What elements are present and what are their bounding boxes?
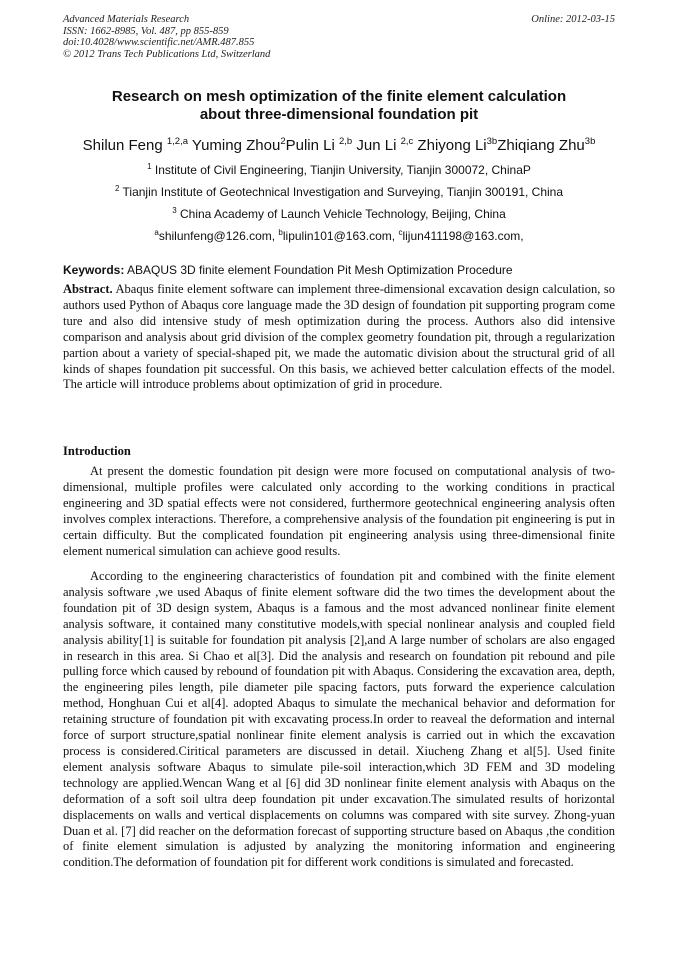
email-link[interactable]: lijun411198@163.com, [402, 229, 524, 243]
abstract-label: Abstract. [63, 282, 113, 296]
email-link[interactable]: lipulin101@163.com, [282, 229, 399, 243]
email-link[interactable]: shilunfeng@126.com, [158, 229, 279, 243]
body-paragraph: According to the engineering characteristics of foundation pit and combined with the finite element analysis software ,we used Abaqus of finite element software did the two times the development about the foundation pit of 3D design system, Abaqus is a famous and the most advanced nonlinear finite element analysis software, it contained many constitutive models,with special nonlinear analysis and coupled field analysis ability[1] is suitable for foundation pit analysis [2],and A large number of scholars are also engaged in research in this area. Si Chao et al[3]. Did the analysis and research on foundation pit rebound and pile pulling force which caused by rebound of foundation pit with Abaqus. Considering the excavation area, depth, the engineering piles length, pile diameter pile spacing factors, puts forward the experience calculation method, Honghuan Cui et al[4]. adopted Abaqus to simulate the mechanical behavior and deformation for retaining structure of foundation pit with excavating process.In order to reaveal the deformation and internal force of surport structure,spatial nonlinear finite element analysis is carried out in which the excavation process is considered.Ciritical parameters are discussed in detail. Xiucheng Zhang et al[5]. Used finite element analysis software Abaqus to simulate pile-soil interaction,which 3D FEM and 3D modeling technology are applied.Wencan Wang et al [6] did 3D nonlinear finite element analysis with Abaqus on the deformation of a soft soil ultra deep foundation pit under excavation.The simulated results of horizontal displacements on walls and vertical displacements on columns was compared with site survey. Zhong-yuan Duan et al. [7] did reacher on the deformation forecast of supporting structure based on Abaqus ,the condition of finite element simulation is adjusted by analyzing the monitoring information and engineering condition.The deformation of foundation pit for different work conditions is simulated and forecasted. [63, 569, 615, 870]
author-name: Zhiyong Li [413, 137, 487, 154]
keywords-text: ABAQUS 3D finite element Foundation Pit Mesh Optimization Procedure [124, 263, 513, 277]
affiliation-2 [20, 185, 658, 199]
abstract-text: Abaqus finite element software can implement three-dimensional excavation design calculation, so authors used Python of Abaqus core language made the 3D design of foundation pit supporting program come ture and also did intensive study of mesh optimization during the process. Authors also did intensive comparison and analysis about grid division of the complex geometry foundation pit, through a regularization partion about a variety of special-shaped pit, we made the automatic division about the structural grid of all kinds of shapes foundation pit successful. On this basis, we achieved better calculation effects of the model. The article will introduce problems about optimization of grid in procedure. [63, 282, 615, 392]
affiliation-marker: 3 [172, 206, 177, 215]
email-marker: c [398, 228, 403, 237]
keywords-label: Keywords: [63, 263, 125, 277]
affiliation-text: Institute of Civil Engineering, Tianjin University, Tianjin 300072, ChinaP [151, 163, 531, 177]
affiliation-marker: 1 [147, 162, 152, 171]
journal-name: Advanced Materials Research [63, 14, 190, 25]
email-marker: a [154, 228, 159, 237]
author-name: Pulin Li [285, 137, 339, 154]
author-list [20, 136, 658, 156]
author-affiliation-marker: 3b [486, 136, 498, 147]
author-name: Shilun Feng [82, 137, 167, 154]
author-name: Zhiqiang Zhu [497, 137, 585, 154]
abstract [63, 282, 615, 393]
paper-title-line-2: about three-dimensional foundation pit [199, 106, 479, 123]
journal-issn: ISSN: 1662-8985, Vol. 487, pp 855-859 [63, 25, 229, 37]
paper-title [40, 88, 638, 124]
affiliation-text: Tianjin Institute of Geotechnical Investigation and Surveying, Tianjin 300191, China [119, 185, 564, 199]
affiliation-text: China Academy of Launch Vehicle Technology, Beijing, China [176, 207, 506, 221]
online-date: Online: 2012-03-15 [531, 14, 615, 25]
journal-header [63, 14, 270, 60]
paper-title-line-1: Research on mesh optimization of the finite element calculation [111, 88, 567, 105]
author-affiliation-marker: 1,2,a [166, 136, 189, 147]
author-name: Jun Li [352, 137, 401, 154]
email-marker: b [278, 228, 283, 237]
body-paragraph: At present the domestic foundation pit design were more focused on computational analysis of two-dimensional, multiple profiles were calculated only according to the working conditions in practical engineering and 3D spatial effects were not considered, furthermore geotechnical engineering analysis often involves complex interactions. Therefore, a comprehensive analysis of the foundation pit engineering is put in certain difficulty. But the complicated foundation pit engineering analysis using three-dimensional finite element numerical simulation can achieve good results. [63, 464, 615, 558]
section-heading-introduction: Introduction [63, 444, 131, 458]
affiliation-1 [20, 163, 658, 177]
author-affiliation-marker: 2,c [400, 136, 414, 147]
affiliation-marker: 2 [114, 184, 120, 193]
author-affiliation-marker: 3b [584, 136, 596, 147]
author-affiliation-marker: 2,b [338, 136, 353, 147]
affiliation-3 [20, 207, 658, 221]
author-affiliation-marker: 2 [280, 136, 286, 147]
author-name: Yuming Zhou [188, 137, 281, 154]
journal-doi[interactable]: doi:10.4028/www.scientific.net/AMR.487.855 [63, 37, 255, 48]
keywords [63, 263, 615, 277]
journal-copyright: © 2012 Trans Tech Publications Ltd, Switzerland [63, 48, 271, 60]
author-emails [20, 229, 658, 243]
